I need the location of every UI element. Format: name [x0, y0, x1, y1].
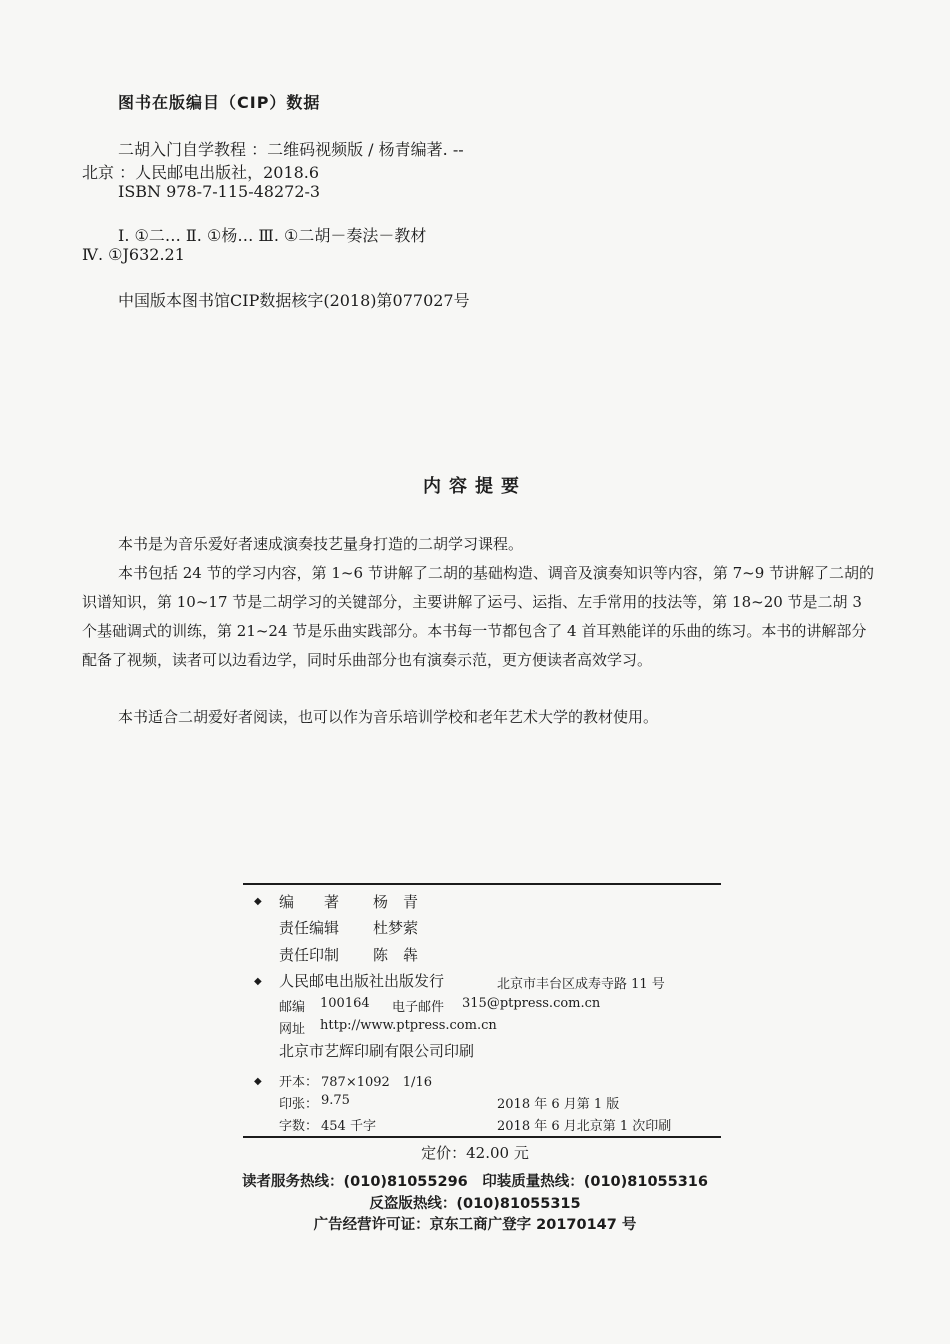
- summary-paragraph-2: 本书包括 24 节的学习内容，第 1~6 节讲解了二胡的基础构造、调音及演奏知识等内容，第 7~9 节讲解了二胡的识谱知识，第 10~17 节是二胡学习的关键部分，主要讲解了运弓、运指、左手常用的技法等，第 18~20 节是二胡 3 个基础调式的训练，第 21~24 节是乐曲实践部分。本书每一节都包含了 4 首耳熟能详的乐曲的练习。本书的讲解部分配备了视频，读者可以边看边学，同时乐曲部分也有演奏示范，更方便读者高效学习。: [82, 564, 875, 669]
- bullet-diamond-icon: ◆: [254, 1076, 262, 1087]
- web-label: 网址: [279, 1022, 306, 1037]
- email-value: 315@ptpress.com.cn: [462, 996, 601, 1011]
- edition-info: 2018 年 6 月第 1 版: [497, 1097, 620, 1112]
- format-label: 开本：: [279, 1075, 319, 1090]
- ad-license: 广告经营许可证：京东工商广登字 20170147 号: [313, 1217, 637, 1233]
- cip-line-publisher: 北京 ：人民邮电出版社，2018.6: [82, 163, 320, 182]
- cip-line-classification: Ⅰ. ①二… Ⅱ. ①杨… Ⅲ. ①二胡－奏法－教材: [118, 226, 427, 245]
- words-value: 454 千字: [321, 1119, 376, 1134]
- format-value: 787×1092 1/16: [321, 1075, 432, 1090]
- cip-line-class-number: Ⅳ. ①J632.21: [82, 245, 185, 264]
- summary-paragraph-3: 本书适合二胡爱好者阅读，也可以作为音乐培训学校和老年艺术大学的教材使用。: [118, 708, 659, 726]
- author-label: 编 著: [279, 893, 340, 911]
- price: 定价：42.00 元: [421, 1144, 529, 1162]
- credits-bottom-rule: [243, 1136, 721, 1138]
- bullet-diamond-icon: ◆: [254, 976, 262, 987]
- credits-top-rule: [243, 883, 721, 885]
- cip-line-title: 二胡入门自学教程 ：二维码视频版 / 杨青编著. --: [118, 140, 464, 159]
- cip-line-record: 中国版本图书馆CIP数据核字(2018)第077027号: [118, 291, 470, 310]
- postcode-label: 邮编: [279, 1000, 306, 1015]
- print-house: 北京市艺辉印刷有限公司印刷: [279, 1042, 475, 1060]
- impression-info: 2018 年 6 月北京第 1 次印刷: [497, 1119, 672, 1134]
- cip-line-isbn: ISBN 978-7-115-48272-3: [118, 182, 321, 201]
- editor-label: 责任编辑: [279, 919, 340, 937]
- summary-paragraph-1: 本书是为音乐爱好者速成演奏技艺量身打造的二胡学习课程。: [118, 535, 524, 553]
- postcode-value: 100164: [320, 996, 370, 1011]
- sheets-label: 印张：: [279, 1097, 319, 1112]
- printer-name: 陈 犇: [373, 946, 419, 964]
- hotline-service: 读者服务热线：(010)81055296 印装质量热线：(010)81055316: [242, 1174, 708, 1190]
- bullet-diamond-icon: ◆: [254, 896, 262, 907]
- sheets-value: 9.75: [321, 1093, 350, 1108]
- author-name: 杨 青: [373, 893, 419, 911]
- hotline-antipiracy: 反盗版热线：(010)81055315: [369, 1196, 581, 1212]
- email-label: 电子邮件: [392, 1000, 445, 1015]
- printer-label: 责任印制: [279, 946, 340, 964]
- words-label: 字数：: [279, 1119, 319, 1134]
- cip-title: 图书在版编目（CIP）数据: [118, 93, 321, 112]
- editor-name: 杜梦萦: [373, 919, 419, 937]
- web-value: http://www.ptpress.com.cn: [320, 1018, 497, 1033]
- summary-title: 内容提要: [423, 476, 527, 497]
- publisher-name: 人民邮电出版社出版发行: [279, 972, 445, 990]
- publisher-address: 北京市丰台区成寿寺路 11 号: [497, 977, 665, 992]
